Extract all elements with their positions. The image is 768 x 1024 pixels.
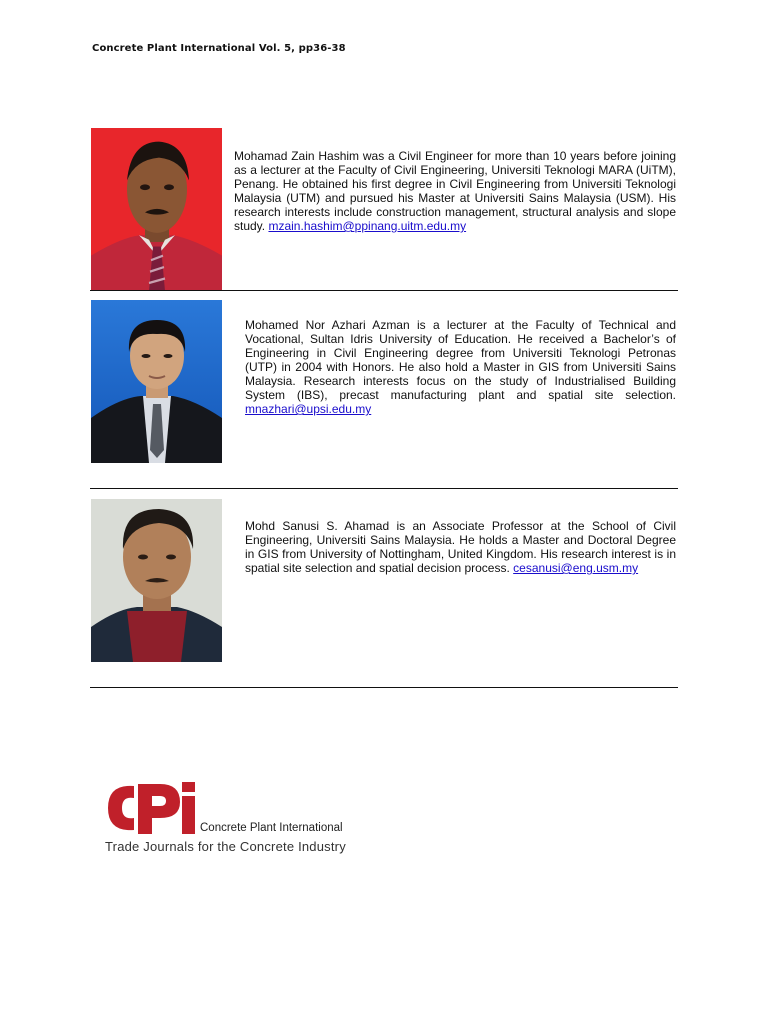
author-email-link-2[interactable]: mnazhari@upsi.edu.my <box>245 402 372 416</box>
author-bio-text-2: Mohamed Nor Azhari Azman is a lecturer at the Faculty of Technical and Vocational, Sultan Idris University of Education. He received a Bachelor’s of Engineering in Civil Engineering degree from Universiti Teknologi Petronas (UTP) in 2004 with Honors. He also hold a Master in GIS from Universiti Sains Malaysia. Research interests focus on the study of Industrialised Building System (IBS), precast manufacturing plant and spatial site selection. <box>245 318 676 402</box>
author-photo-2 <box>91 300 222 463</box>
cpi-logo-mark <box>104 780 204 836</box>
author-email-link-3[interactable]: cesanusi@eng.usm.my <box>513 561 639 575</box>
author-photo-1 <box>91 128 222 291</box>
author-email-link-1[interactable]: mzain.hashim@ppinang.uitm.edu.my <box>268 219 467 233</box>
author-photo-3 <box>91 499 222 662</box>
logo-tagline: Trade Journals for the Concrete Industry <box>105 839 346 854</box>
section-divider-1 <box>90 290 678 291</box>
cpi-logo <box>104 780 384 860</box>
author-bio-3 <box>245 519 676 575</box>
section-divider-3 <box>90 687 678 688</box>
author-bio-1 <box>234 149 676 233</box>
logo-brand-name: Concrete Plant International <box>200 822 343 834</box>
section-divider-2 <box>90 488 678 489</box>
author-bio-2 <box>245 318 676 416</box>
journal-citation: Concrete Plant International Vol. 5, pp36-38 <box>92 43 346 54</box>
author-bio-text-1: Mohamad Zain Hashim was a Civil Engineer for more than 10 years before joining as a lecturer at the Faculty of Civil Engineering, Universiti Teknologi MARA (UiTM), Penang. He obtained his first degree in Civil Engineering from Universiti Teknologi Malaysia (UTM) and pursued his Master at Universiti Sains Malaysia (USM). His research interests include construction management, structural analysis and slope study. <box>234 149 676 233</box>
author-bio-text-3: Mohd Sanusi S. Ahamad is an Associate Professor at the School of Civil Engineering, Universiti Sains Malaysia. He holds a Master and Doctoral Degree in GIS from University of Nottingham, United Kingdom. His research interest is in spatial site selection and spatial decision process. <box>245 519 676 575</box>
